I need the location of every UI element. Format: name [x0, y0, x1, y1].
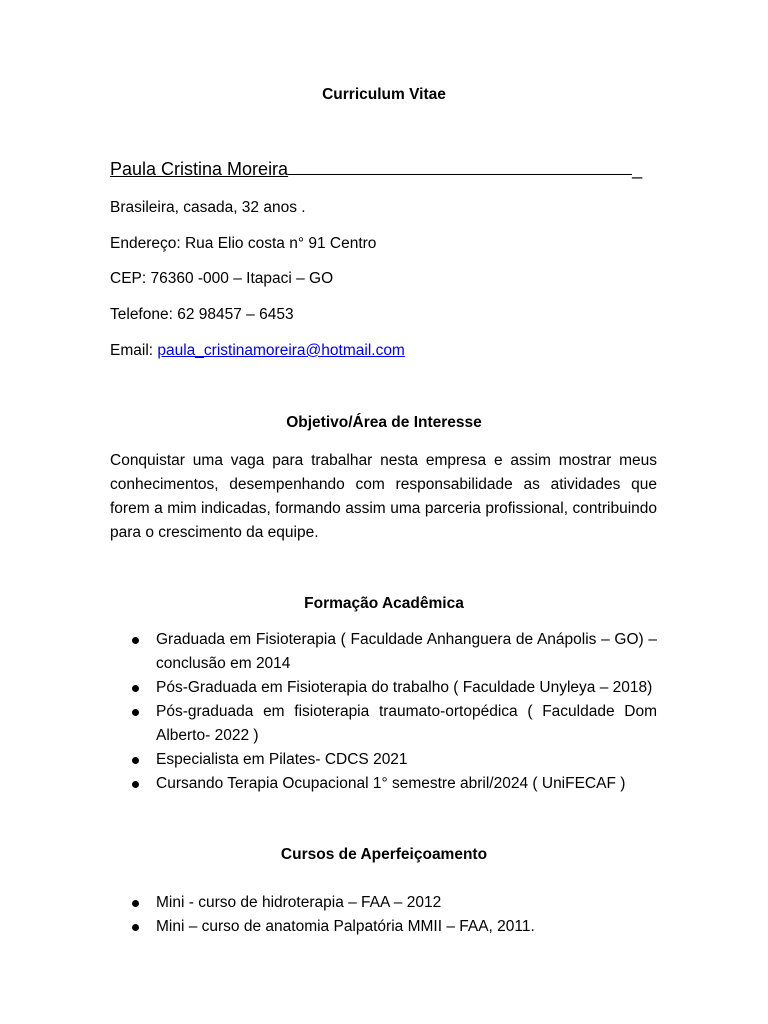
list-item [110, 700, 657, 748]
education-heading: Formação Acadêmica [304, 595, 464, 612]
bullet-icon [132, 900, 139, 907]
list-item [110, 915, 657, 939]
list-item [110, 891, 657, 915]
bullet-icon [132, 685, 139, 692]
education-item-text: Pós-graduada em fisioterapia traumato-ortopédica ( Faculdade Dom Alberto- 2022 ) [156, 703, 657, 744]
phone-line: Telefone: 62 98457 – 6453 [110, 306, 294, 323]
education-item-text: Graduada em Fisioterapia ( Faculdade Anhanguera de Anápolis – GO) – conclusão em 2014 [156, 631, 657, 672]
list-item [110, 772, 657, 796]
education-item-text: Pós-Graduada em Fisioterapia do trabalho ( Faculdade Unyleya – 2018) [156, 679, 653, 696]
list-item [110, 628, 657, 676]
list-item [110, 676, 657, 700]
course-item-text: Mini – curso de anatomia Palpatória MMII – FAA, 2011. [156, 918, 535, 935]
email-label: Email: [110, 342, 158, 359]
candidate-name-line [110, 159, 650, 180]
document-title: Curriculum Vitae [322, 86, 446, 103]
email-link[interactable]: paula_cristinamoreira@hotmail.com [157, 342, 405, 359]
bullet-icon [132, 637, 139, 644]
name-trailing-underscore: _ [632, 159, 643, 179]
personal-info: Brasileira, casada, 32 anos . [110, 199, 306, 216]
courses-list [110, 891, 657, 939]
education-item-text: Especialista em Pilates- CDCS 2021 [156, 751, 408, 768]
education-list [110, 628, 657, 796]
bullet-icon [132, 924, 139, 931]
list-item [110, 748, 657, 772]
candidate-name: Paula Cristina Moreira [110, 159, 289, 179]
cep-line: CEP: 76360 -000 – Itapaci – GO [110, 270, 334, 287]
courses-heading: Cursos de Aperfeiçoamento [280, 846, 488, 863]
bullet-icon [132, 757, 139, 764]
bullet-icon [132, 781, 139, 788]
address-line: Endereço: Rua Elio costa n° 91 Centro [110, 235, 377, 252]
email-line [110, 342, 405, 360]
education-item-text: Cursando Terapia Ocupacional 1° semestre abril/2024 ( UniFECAF ) [156, 775, 626, 792]
objective-text: Conquistar uma vaga para trabalhar nesta empresa e assim mostrar meus conhecimentos, desempenhando com responsabilidade as atividades que forem a mim indicadas, formando assim uma parceria profissional, contribuindo para o crescimento da equipe. [110, 452, 657, 541]
name-underline-rule [288, 173, 632, 175]
course-item-text: Mini - curso de hidroterapia – FAA – 2012 [156, 894, 442, 911]
bullet-icon [132, 709, 139, 716]
objective-heading: Objetivo/Área de Interesse [286, 414, 482, 431]
